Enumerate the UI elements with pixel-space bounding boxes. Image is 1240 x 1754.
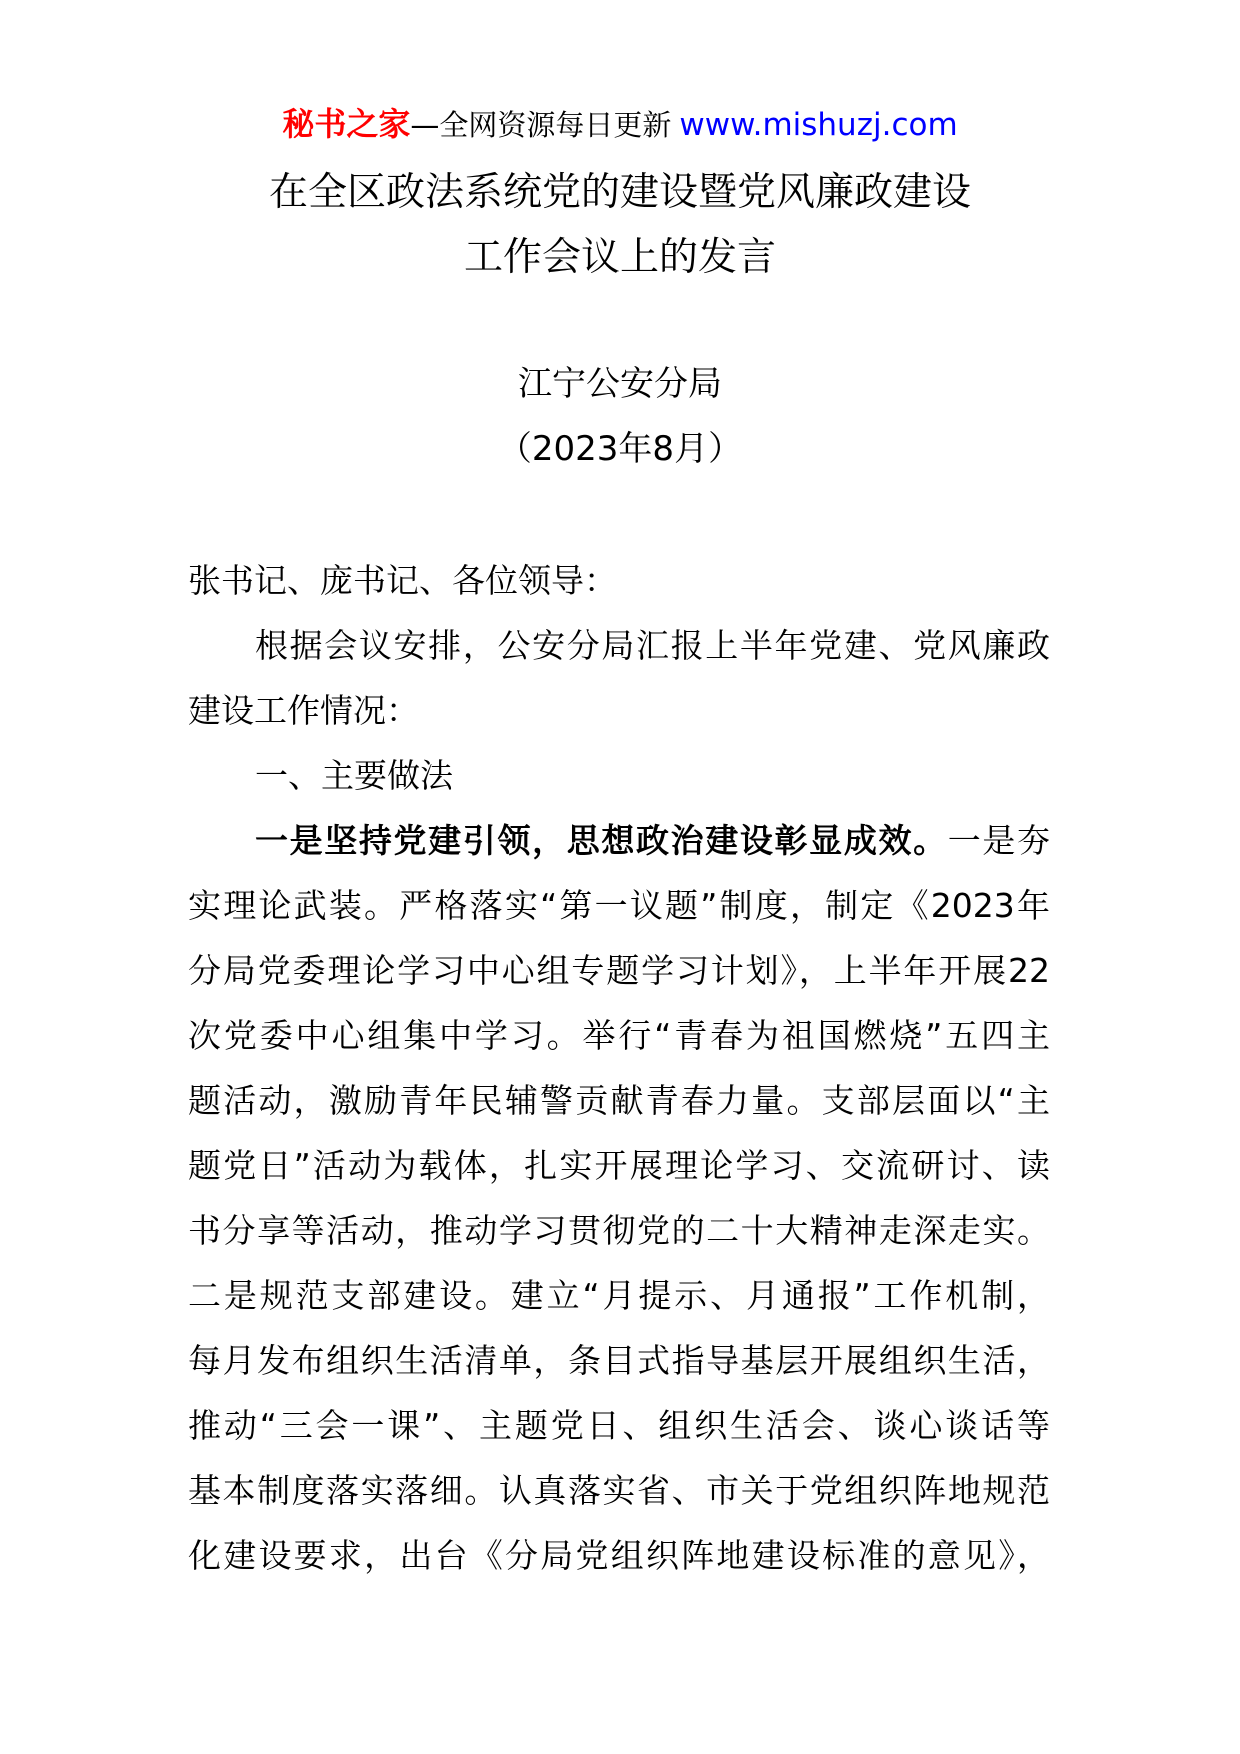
body-line-text: 一是夯 <box>947 821 1051 860</box>
author-org: 江宁公安分局 <box>518 364 722 404</box>
body-line: 推动“三会一课”、主题党日、组织生活会、谈心谈话等 <box>188 1406 1050 1445</box>
body-line: 题党日”活动为载体，扎实开展理论学习、交流研讨、读 <box>188 1146 1050 1185</box>
document-title <box>0 160 1240 290</box>
watermark-header <box>0 104 1240 150</box>
document-body <box>188 548 1050 1588</box>
body-line: 化建设要求，出台《分局党组织阵地建设标准的意见》， <box>188 1536 1050 1575</box>
header-tagline: —全网资源每日更新 <box>410 108 672 142</box>
brand-name: 秘书之家 <box>282 105 411 143</box>
body-line: 实理论武装。严格落实“第一议题”制度，制定《2023年 <box>188 886 1050 925</box>
title-line: 工作会议上的发言 <box>463 235 776 280</box>
author-block <box>0 352 1240 482</box>
body-line: 基本制度落实落细。认真落实省、市关于党组织阵地规范 <box>188 1471 1050 1510</box>
point-lead: 一是坚持党建引领，思想政治建设彰显成效。 <box>255 821 948 860</box>
body-line: 建设工作情况： <box>188 691 419 730</box>
body-line: 二是规范支部建设。建立“月提示、月通报”工作机制， <box>188 1276 1050 1315</box>
body-line: 分局党委理论学习中心组专题学习计划》，上半年开展22 <box>188 951 1050 990</box>
body-line: 题活动，激励青年民辅警贡献青春力量。支部层面以“主 <box>188 1081 1050 1120</box>
title-line: 在全区政法系统党的建设暨党风廉政建设 <box>268 170 971 215</box>
body-line: 书分享等活动，推动学习贯彻党的二十大精神走深走实。 <box>188 1211 1050 1250</box>
section-heading: 一、主要做法 <box>255 756 453 795</box>
body-line: 次党委中心组集中学习。举行“青春为祖国燃烧”五四主 <box>188 1016 1050 1055</box>
body-line: 每月发布组织生活清单，条目式指导基层开展组织生活， <box>188 1341 1050 1380</box>
body-line: 根据会议安排，公安分局汇报上半年党建、党风廉政 <box>255 626 1050 665</box>
body-line <box>188 808 1050 873</box>
document-date: （2023年8月） <box>497 429 743 469</box>
salutation: 张书记、庞书记、各位领导： <box>188 561 617 600</box>
header-url: www.mishuzj.com <box>679 107 958 143</box>
